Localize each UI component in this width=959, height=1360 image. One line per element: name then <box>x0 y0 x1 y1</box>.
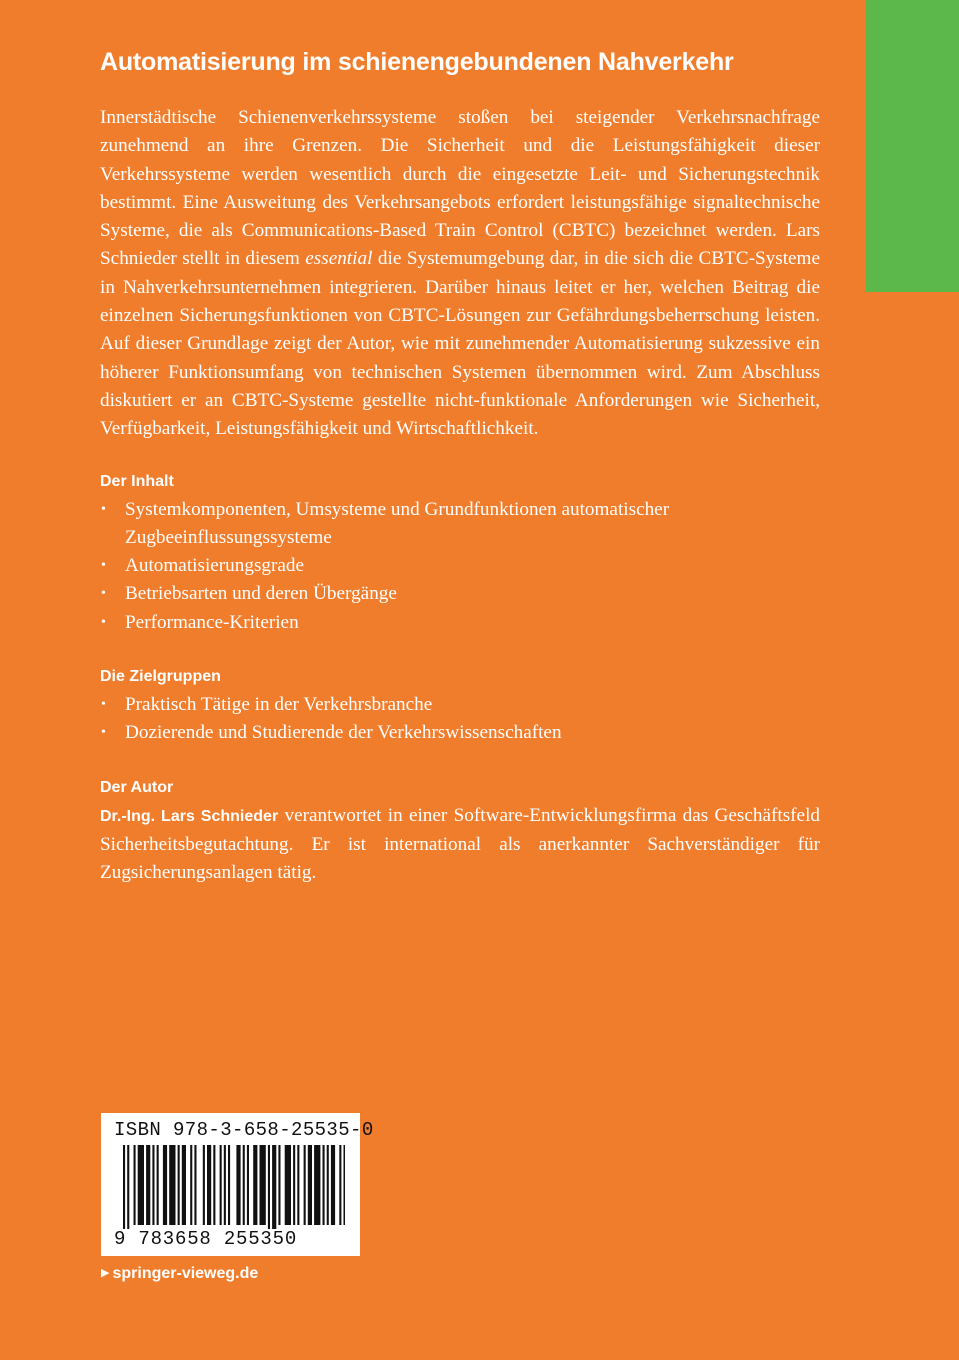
description-text-part1: Innerstädtische Schienenverkehrssysteme stoßen bei steigender Verkehrsnachfrage zunehmend an ihre Grenzen. Die Sicherheit und die Leistungsfähigkeit dieser Verkehrssysteme werden wesentlich durch die eingesetzte Leit- und Sicherungstechnik bestimmt. Eine Ausweitung des Verkehrsangebots erfordert leistungsfähige signaltechnische Systeme, die als Communications-Based Train Control (CBTC) bezeichnet werden. Lars Schnieder stellt in diesem <box>100 107 820 270</box>
list-item: • Dozierende und Studierende der Verkehrswissenschaften <box>100 719 820 747</box>
inhalt-section <box>100 470 820 637</box>
green-accent-tab <box>866 0 959 292</box>
description-paragraph <box>100 104 820 444</box>
barcode-bar <box>157 1145 159 1225</box>
barcode-bar <box>293 1145 295 1225</box>
publisher-link[interactable] <box>101 1262 258 1285</box>
autor-paragraph <box>100 802 820 888</box>
barcode-bar <box>203 1145 205 1225</box>
barcode-bar <box>163 1145 167 1225</box>
zielgruppen-section <box>100 665 820 748</box>
zielgruppen-heading: Die Zielgruppen <box>100 668 221 686</box>
book-title: Automatisierung im schienengebundenen Nahverkehr <box>100 48 734 76</box>
back-cover-content <box>100 44 820 888</box>
barcode-bar <box>213 1145 215 1225</box>
autor-text: verantwortet in einer Software-Entwicklungsfirma das Geschäftsfeld Sicherheitsbegutachtung. Er ist international als anerkannter Sachverständiger für Zugsicherungsanlagen tätig. <box>100 804 820 884</box>
barcode-bar <box>314 1145 320 1225</box>
list-item: • Performance-Kriterien <box>100 609 820 637</box>
barcode-bar <box>236 1145 240 1225</box>
barcode-bar <box>152 1145 154 1225</box>
bullet-icon: • <box>101 558 106 574</box>
description-text-part2: die Systemumgebung dar, in die sich die CBTC-Systeme in Nahverkehrsunternehmen integrieren. Darüber hinaus leitet er her, welchen Beitrag die einzelnen Sicherungsfunktionen von CBTC-Lösungen zur Gefährdungsbeherrschung leisten. Auf dieser Grundlage zeigt der Autor, wie mit zunehmender Automatisierung sukzessive ein höherer Funktionsumfang von technischen Systemen übernommen wird. Zum Abschluss diskutiert er an CBTC-Systeme gestellte nicht-funktionale Anforderungen wie Sicherheit, Verfügbarkeit, Leistungsfähigkeit und Wirtschaftlichkeit. <box>100 248 820 440</box>
barcode-bar <box>169 1145 175 1225</box>
barcode-bar <box>127 1145 129 1229</box>
inhalt-list <box>100 496 820 637</box>
isbn-barcode <box>101 1113 374 1256</box>
barcode-bar <box>268 1145 270 1229</box>
barcode-bar <box>272 1145 276 1229</box>
barcode-bar <box>146 1145 150 1225</box>
barcode-bar <box>247 1145 249 1225</box>
author-name: Dr.-Ing. Lars Schnieder <box>100 807 279 825</box>
barcode-bar <box>344 1145 346 1225</box>
list-item: • Praktisch Tätige in der Verkehrsbranche <box>100 691 820 719</box>
barcode-bar <box>207 1145 211 1225</box>
barcode-bar <box>228 1145 230 1225</box>
barcode-bar <box>220 1145 222 1225</box>
description-essential-italic: essential <box>305 248 373 270</box>
barcode-bar <box>178 1145 180 1225</box>
bullet-icon: • <box>101 501 106 517</box>
barcode-bar <box>260 1145 266 1225</box>
barcode-bar <box>182 1145 186 1225</box>
isbn-label: ISBN 978-3-658-25535-0 <box>114 1119 374 1141</box>
play-arrow-icon: ▶ <box>101 1267 110 1279</box>
autor-heading: Der Autor <box>100 778 174 796</box>
zielgruppen-list <box>100 691 820 748</box>
barcode-bar <box>285 1145 291 1225</box>
list-item: • Automatisierungsgrade <box>100 552 820 580</box>
barcode-bar <box>323 1145 325 1225</box>
inhalt-heading: Der Inhalt <box>100 472 174 490</box>
barcode-bar <box>190 1145 192 1225</box>
barcode-digits: 9 783658 255350 <box>114 1228 298 1250</box>
bullet-icon: • <box>101 725 106 741</box>
publisher-url: springer-vieweg.de <box>112 1265 259 1282</box>
barcode-bar <box>308 1145 312 1225</box>
barcode-bar <box>134 1145 136 1225</box>
autor-section <box>100 776 820 888</box>
barcode-bar <box>194 1145 196 1225</box>
bullet-icon: • <box>101 614 106 630</box>
barcode-bars <box>123 1145 345 1229</box>
barcode-bar <box>331 1145 335 1225</box>
bullet-icon: • <box>101 586 106 602</box>
list-item: • Betriebsarten und deren Übergänge <box>100 580 820 608</box>
barcode-bar <box>278 1145 280 1225</box>
barcode-bar <box>243 1145 245 1225</box>
barcode-bar <box>224 1145 226 1225</box>
barcode-bar <box>138 1145 144 1225</box>
barcode-bar <box>253 1145 257 1225</box>
barcode-bar <box>327 1145 329 1225</box>
barcode-bar <box>339 1145 341 1225</box>
bullet-icon: • <box>101 697 106 713</box>
barcode-bar <box>123 1145 125 1229</box>
list-item: • Systemkomponenten, Umsysteme und Grundfunktionen automatischer Zugbeeinflussungssysteme <box>100 496 820 553</box>
barcode-bar <box>304 1145 306 1225</box>
barcode-bar <box>297 1145 299 1225</box>
